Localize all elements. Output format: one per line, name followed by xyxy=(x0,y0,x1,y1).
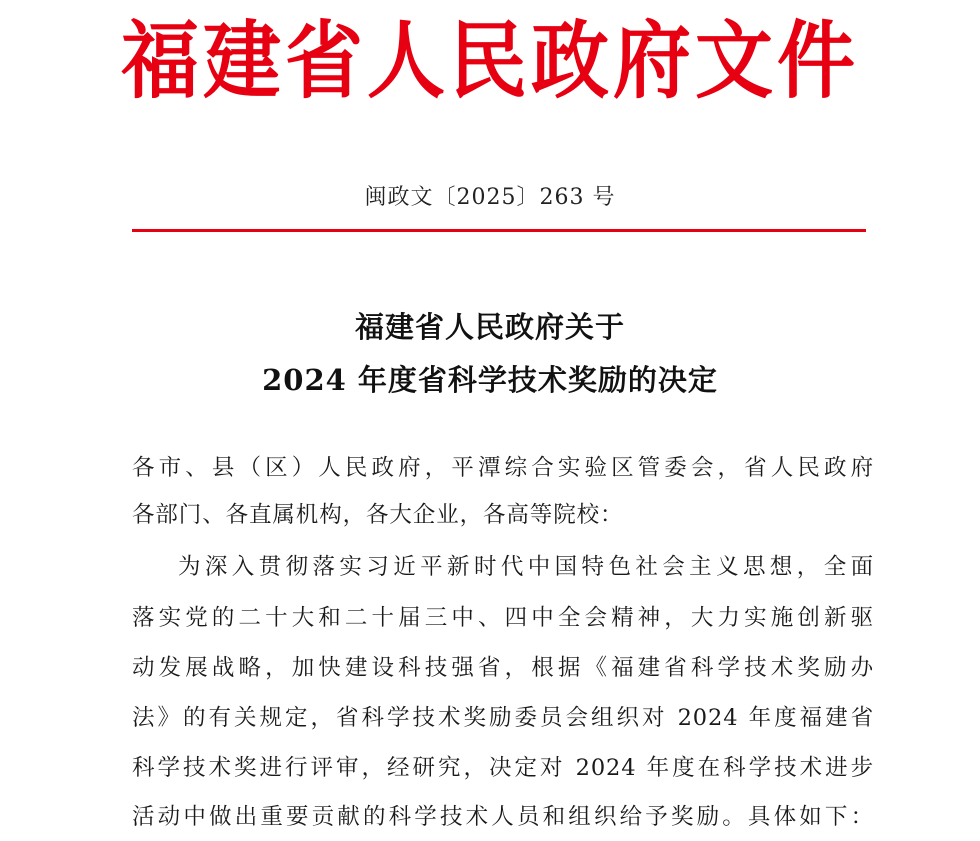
body-line: 动发展战略，加快建设科技强省，根据《福建省科学技术奖励办 xyxy=(132,655,874,681)
body-line: 科学技术奖进行评审，经研究，决定对 2024 年度在科学技术进步 xyxy=(132,755,874,781)
document-title-line-2: 2024 年度省科学技术奖励的决定 xyxy=(262,363,718,397)
body-line: 各部门、各直属机构，各大企业，各高等院校： xyxy=(132,502,624,528)
document-number: 闽政文〔2025〕263 号 xyxy=(364,185,616,210)
body-line: 各市、县（区）人民政府，平潭综合实验区管委会，省人民政府 xyxy=(132,455,874,481)
body-line: 法》的有关规定，省科学技术奖励委员会组织对 2024 年度福建省 xyxy=(132,705,874,731)
body-line: 为深入贯彻落实习近平新时代中国特色社会主义思想，全面 xyxy=(178,554,874,580)
document-masthead: 福建省人民政府文件 xyxy=(120,12,859,111)
document-title-line-1: 福建省人民政府关于 xyxy=(354,310,625,344)
body-line: 活动中做出重要贡献的科学技术人员和组织给予奖励。具体如下： xyxy=(132,804,874,830)
red-divider-line xyxy=(132,229,866,232)
body-line: 落实党的二十大和二十届三中、四中全会精神，大力实施创新驱 xyxy=(132,605,874,631)
